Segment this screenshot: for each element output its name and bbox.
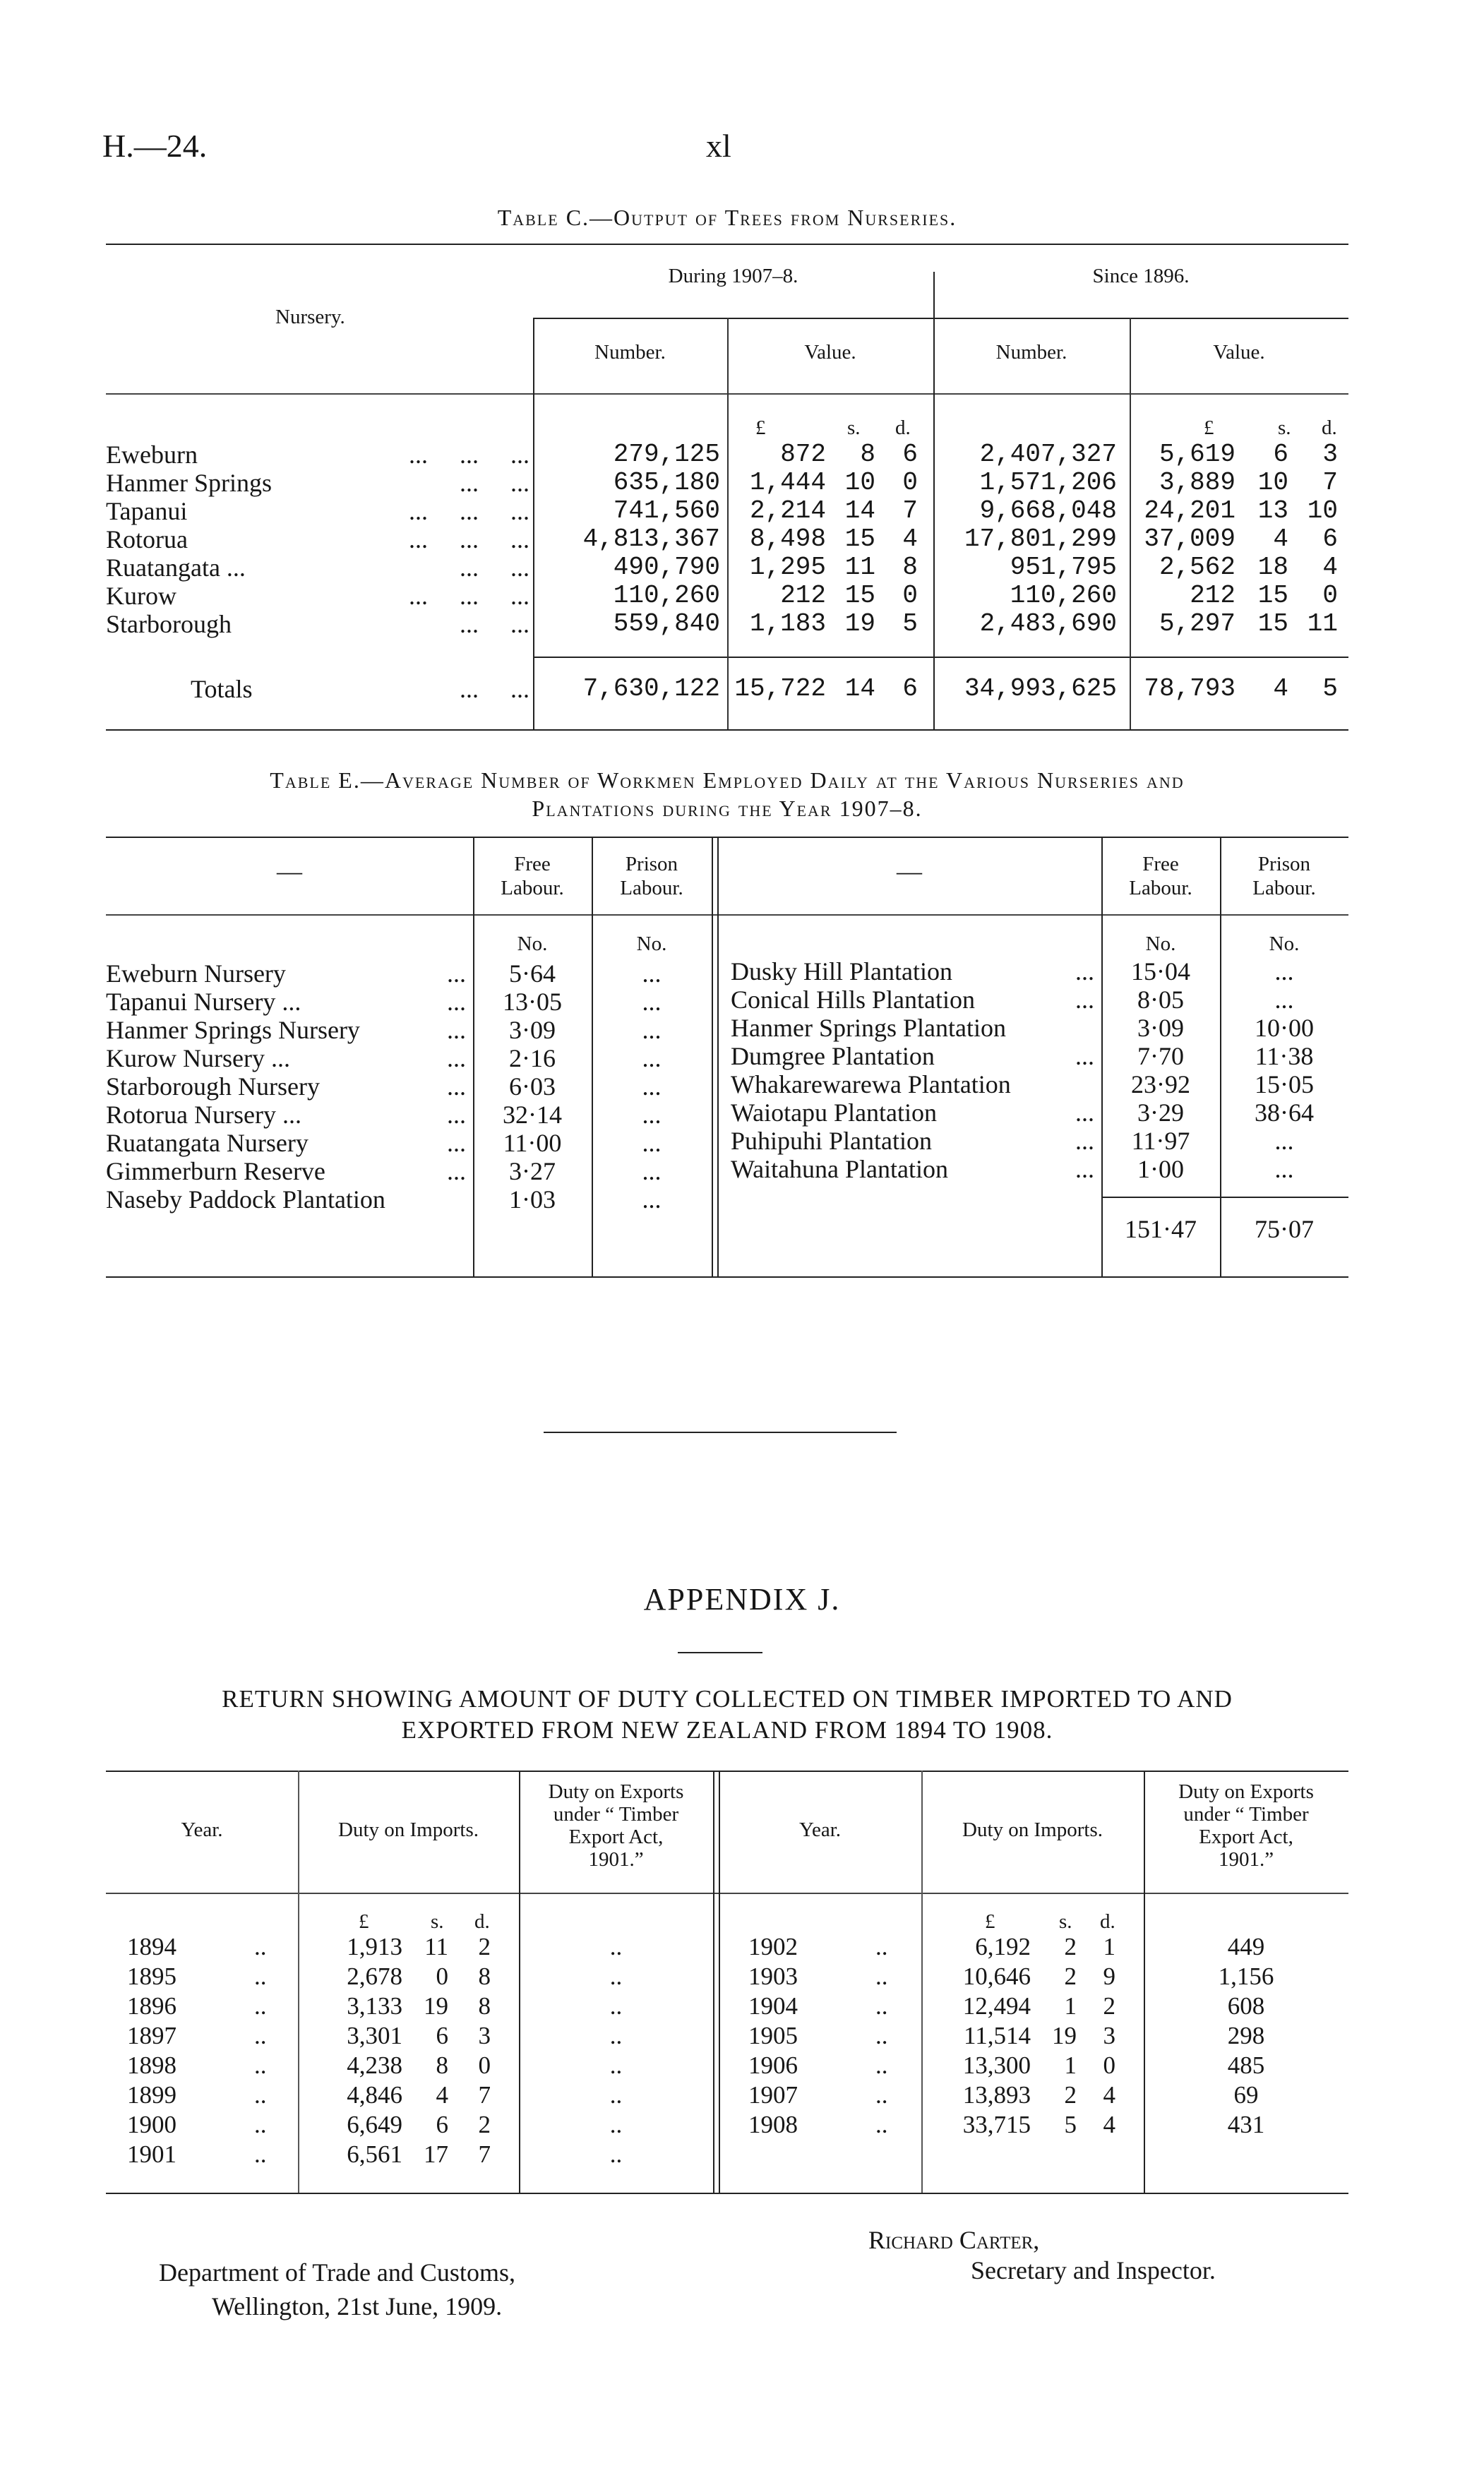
- leader-dots: ... ... ...: [409, 525, 529, 553]
- imports-shillings: 0: [436, 1963, 448, 1990]
- page-number: xl: [706, 128, 731, 164]
- imports-pounds: 11,514: [964, 2022, 1031, 2049]
- number-1907: 490,790: [613, 553, 720, 582]
- year-cell: 1899: [127, 2081, 176, 2109]
- exports-value: ..: [609, 2140, 623, 2168]
- exports-value: 1,156: [1218, 1963, 1274, 1990]
- imports-pounds: 1,913: [347, 1933, 402, 1960]
- nursery-name: Ruatangata ...: [106, 553, 246, 582]
- number-since-1896: 1,571,206: [979, 468, 1117, 497]
- value-shillings-since-1896: 10: [1257, 468, 1288, 497]
- table-e-dash-left: —: [277, 857, 302, 885]
- free-labour-value: 1·00: [1137, 1155, 1184, 1183]
- exports-value: ..: [609, 2111, 623, 2138]
- imports-shillings: 5: [1064, 2111, 1077, 2138]
- prison-labour-value: ...: [1274, 986, 1294, 1014]
- exports-value: ..: [609, 2022, 623, 2049]
- imports-pence: 3: [1103, 2022, 1115, 2049]
- value-pence-1907: 5: [902, 609, 918, 638]
- leader-dots: ..: [254, 2111, 267, 2138]
- exports-value: ..: [609, 1933, 623, 1960]
- year-cell: 1906: [748, 2051, 798, 2079]
- pound-unit-1: £: [755, 417, 766, 439]
- value-pence-since-1896: 6: [1322, 525, 1338, 553]
- imports-shillings: 6: [436, 2022, 448, 2049]
- plantation-name: Waitahuna Plantation: [731, 1155, 949, 1183]
- leader-dots: ..: [254, 1963, 267, 1990]
- prison-labour-header-left: Prison Labour.: [620, 853, 683, 899]
- year-cell: 1900: [127, 2111, 176, 2138]
- number-header-2: Number.: [995, 341, 1067, 364]
- free-labour-value: 3·09: [1137, 1014, 1184, 1042]
- prison-labour-value: ...: [1274, 1127, 1294, 1155]
- free-labour-value: 3·09: [509, 1016, 556, 1044]
- department-line: Department of Trade and Customs,: [159, 2258, 515, 2287]
- number-1907: 635,180: [613, 468, 720, 497]
- value-shillings-since-1896: 6: [1273, 440, 1288, 469]
- nursery-name: Gimmerburn Reserve: [106, 1157, 325, 1185]
- nursery-name: Kurow: [106, 582, 176, 610]
- value-pounds-1907: 1,183: [749, 609, 826, 638]
- imports-pence: 0: [1103, 2051, 1115, 2079]
- signatory-name: Richard Carter,: [868, 2226, 1040, 2254]
- prison-labour-value: ...: [642, 1185, 662, 1214]
- value-pence-1907: 8: [902, 553, 918, 582]
- free-labour-value: 13·05: [503, 988, 562, 1016]
- number-since-1896: 2,483,690: [979, 609, 1117, 638]
- value-shillings-1907: 14: [844, 674, 875, 703]
- free-labour-value: 15·04: [1131, 957, 1190, 986]
- imports-pounds: 13,893: [962, 2081, 1031, 2109]
- imports-pounds: 4,238: [347, 2051, 402, 2079]
- prison-labour-value: ...: [642, 1101, 662, 1129]
- exports-header-right: Duty on Exports under “ Timber Export Act, 1901.”: [1178, 1780, 1314, 1871]
- leader-dots: ..: [254, 2022, 267, 2049]
- nursery-name: Naseby Paddock Plantation: [106, 1185, 385, 1214]
- nursery-name: Eweburn: [106, 441, 198, 469]
- imports-shillings: 2: [1064, 1963, 1077, 1990]
- value-pence-since-1896: 7: [1322, 468, 1338, 497]
- imports-shillings: 11: [424, 1933, 448, 1960]
- year-header-left: Year.: [181, 1819, 223, 1841]
- leader-dots: ... ...: [460, 610, 529, 638]
- plantation-name: Dumgree Plantation: [731, 1042, 935, 1070]
- exports-value: 298: [1227, 2022, 1265, 2049]
- imports-shillings: 1: [1064, 2051, 1077, 2079]
- leader-dots: ... ...: [460, 675, 529, 703]
- value-pounds-since-1896: 24,201: [1144, 496, 1235, 525]
- table-e-caption-line2: Plantations during the Year 1907–8.: [532, 796, 923, 821]
- exports-value: 69: [1233, 2081, 1259, 2109]
- imports-pence: 7: [478, 2140, 491, 2168]
- free-labour-header-right: Free Labour.: [1129, 853, 1192, 899]
- imports-pence: 7: [478, 2081, 491, 2109]
- number-1907: 7,630,122: [582, 674, 720, 703]
- imports-shillings: 1: [1064, 1992, 1077, 2020]
- number-since-1896: 110,260: [1010, 581, 1117, 610]
- year-cell: 1897: [127, 2022, 176, 2049]
- unit-label: No.: [636, 933, 667, 955]
- imports-shillings: 6: [436, 2111, 448, 2138]
- value-pence-since-1896: 4: [1322, 553, 1338, 582]
- leader-dots: ..: [875, 2051, 888, 2079]
- value-shillings-since-1896: 15: [1257, 609, 1288, 638]
- prison-labour-header-right: Prison Labour.: [1252, 853, 1316, 899]
- number-header-1: Number.: [594, 341, 666, 364]
- exports-value: ..: [609, 1963, 623, 1990]
- imports-shillings: 17: [424, 2140, 448, 2168]
- prison-labour-value: ...: [642, 959, 662, 988]
- imports-shillings: 19: [1052, 2022, 1077, 2049]
- plantation-name: Puhipuhi Plantation: [731, 1127, 933, 1155]
- free-labour-value: 7·70: [1137, 1042, 1184, 1070]
- value-pounds-1907: 872: [780, 440, 826, 469]
- prison-labour-value: ...: [642, 988, 662, 1016]
- nursery-header: Nursery.: [275, 306, 345, 328]
- signatory-title: Secretary and Inspector.: [971, 2256, 1216, 2284]
- imports-pence: 2: [478, 2111, 491, 2138]
- number-since-1896: 17,801,299: [964, 525, 1117, 553]
- value-pence-1907: 0: [902, 468, 918, 497]
- nursery-name: Kurow Nursery ...: [106, 1044, 290, 1072]
- table-e-caption: [106, 766, 1348, 822]
- nursery-name: Starborough Nursery: [106, 1072, 320, 1101]
- value-pence-since-1896: 10: [1307, 496, 1338, 525]
- imports-pounds: 12,494: [962, 1992, 1031, 2020]
- plantation-name: Whakarewarewa Plantation: [731, 1070, 1011, 1098]
- value-pence-1907: 6: [902, 440, 918, 469]
- year-cell: 1902: [748, 1933, 798, 1960]
- pence-unit-left: d.: [474, 1910, 490, 1933]
- value-shillings-since-1896: 15: [1257, 581, 1288, 610]
- value-pounds-since-1896: 78,793: [1144, 674, 1235, 703]
- imports-header-left: Duty on Imports.: [338, 1819, 479, 1841]
- plantation-name: Conical Hills Plantation: [731, 986, 975, 1014]
- prison-labour-value: 38·64: [1255, 1098, 1314, 1127]
- prison-labour-value: ...: [642, 1129, 662, 1157]
- exports-value: ..: [609, 1992, 623, 2020]
- year-cell: 1895: [127, 1963, 176, 1990]
- year-cell: 1901: [127, 2140, 176, 2168]
- year-cell: 1894: [127, 1933, 176, 1960]
- imports-pounds: 3,301: [347, 2022, 402, 2049]
- leader-dots: ...: [447, 1101, 466, 1129]
- free-labour-value: 11·97: [1131, 1127, 1190, 1155]
- imports-shillings: 4: [436, 2081, 448, 2109]
- value-pounds-since-1896: 2,562: [1159, 553, 1235, 582]
- pence-unit-right: d.: [1100, 1910, 1115, 1933]
- appendix-title-rule: [678, 1652, 762, 1653]
- number-1907: 559,840: [613, 609, 720, 638]
- leader-dots: ...: [447, 1129, 466, 1157]
- pound-unit-left: £: [359, 1910, 369, 1933]
- leader-dots: ..: [254, 2081, 267, 2109]
- number-1907: 110,260: [613, 581, 720, 610]
- imports-shillings: 8: [436, 2051, 448, 2079]
- imports-pence: 2: [478, 1933, 491, 1960]
- free-labour-value: 5·64: [509, 959, 556, 988]
- date-line: Wellington, 21st June, 1909.: [212, 2292, 503, 2320]
- pound-unit-right: £: [985, 1910, 995, 1933]
- value-pounds-1907: 212: [780, 581, 826, 610]
- value-shillings-since-1896: 18: [1257, 553, 1288, 582]
- leader-dots: ..: [875, 2081, 888, 2109]
- prison-labour-value: ...: [642, 1016, 662, 1044]
- imports-pence: 1: [1103, 1933, 1115, 1960]
- value-pence-since-1896: 11: [1307, 609, 1338, 638]
- free-labour-value: 1·03: [509, 1185, 556, 1214]
- nursery-name: Hanmer Springs: [106, 469, 272, 497]
- value-pounds-1907: 15,722: [734, 674, 826, 703]
- prison-labour-value: ...: [642, 1072, 662, 1101]
- value-shillings-since-1896: 4: [1273, 674, 1288, 703]
- year-cell: 1908: [748, 2111, 798, 2138]
- number-since-1896: 951,795: [1010, 553, 1117, 582]
- value-pounds-1907: 1,444: [749, 468, 826, 497]
- free-labour-value: 23·92: [1131, 1070, 1190, 1098]
- nursery-name: Rotorua: [106, 525, 188, 553]
- shilling-unit-left: s.: [431, 1910, 444, 1933]
- imports-header-right: Duty on Imports.: [962, 1819, 1103, 1841]
- value-pence-since-1896: 0: [1322, 581, 1338, 610]
- leader-dots: ... ... ...: [409, 497, 529, 525]
- value-pounds-1907: 2,214: [749, 496, 826, 525]
- value-shillings-1907: 14: [844, 496, 875, 525]
- leader-dots: ... ... ...: [409, 441, 529, 469]
- number-since-1896: 34,993,625: [964, 674, 1117, 703]
- value-header-1: Value.: [804, 341, 856, 364]
- plantation-name: Hanmer Springs Plantation: [731, 1014, 1006, 1042]
- leader-dots: ...: [1075, 957, 1094, 986]
- appendix-caption-line2: EXPORTED FROM NEW ZEALAND FROM 1894 TO 1908.: [401, 1716, 1053, 1744]
- pound-unit-2: £: [1204, 417, 1214, 439]
- unit-label: No.: [1145, 933, 1176, 955]
- imports-pounds: 13,300: [962, 2051, 1031, 2079]
- value-pounds-since-1896: 37,009: [1144, 525, 1235, 553]
- imports-shillings: 2: [1064, 2081, 1077, 2109]
- shilling-unit-2: s.: [1278, 417, 1291, 439]
- appendix-title: APPENDIX J.: [643, 1582, 841, 1617]
- imports-pounds: 6,561: [347, 2140, 402, 2168]
- exports-value: 431: [1227, 2111, 1265, 2138]
- free-labour-value: 32·14: [503, 1101, 562, 1129]
- nursery-name: Rotorua Nursery ...: [106, 1101, 301, 1129]
- imports-pence: 0: [478, 2051, 491, 2079]
- number-1907: 279,125: [613, 440, 720, 469]
- year-header-right: Year.: [798, 1819, 842, 1841]
- nursery-name: Ruatangata Nursery: [106, 1129, 309, 1157]
- table-c: [106, 244, 1348, 731]
- imports-pounds: 33,715: [962, 2111, 1031, 2138]
- shilling-unit-1: s.: [847, 417, 861, 439]
- table-e-caption-line1: Table E.—Average Number of Workmen Employed Daily at the Various Nurseries and: [270, 767, 1185, 793]
- leader-dots: ..: [875, 1963, 888, 1990]
- leader-dots: ...: [447, 959, 466, 988]
- imports-pence: 4: [1103, 2111, 1115, 2138]
- year-cell: 1903: [748, 1963, 798, 1990]
- totals-label: Totals: [191, 675, 253, 703]
- imports-pence: 8: [478, 1992, 491, 2020]
- value-shillings-since-1896: 4: [1273, 525, 1288, 553]
- value-pounds-since-1896: 5,297: [1159, 609, 1235, 638]
- leader-dots: ..: [875, 1992, 888, 2020]
- nursery-name: Tapanui: [106, 497, 188, 525]
- year-cell: 1905: [748, 2022, 798, 2049]
- value-pounds-since-1896: 212: [1190, 581, 1235, 610]
- value-pounds-1907: 1,295: [749, 553, 826, 582]
- value-pounds-1907: 8,498: [749, 525, 826, 553]
- unit-label: No.: [1269, 933, 1300, 955]
- pence-unit-2: d.: [1322, 417, 1337, 439]
- leader-dots: ..: [875, 2111, 888, 2138]
- exports-value: 449: [1227, 1933, 1265, 1960]
- leader-dots: ..: [875, 2022, 888, 2049]
- prison-labour-value: 15·05: [1255, 1070, 1314, 1098]
- imports-pence: 3: [478, 2022, 491, 2049]
- leader-dots: ...: [447, 1016, 466, 1044]
- value-shillings-1907: 19: [844, 609, 875, 638]
- year-cell: 1896: [127, 1992, 176, 2020]
- prison-labour-value: 11·38: [1255, 1042, 1314, 1070]
- number-1907: 741,560: [613, 496, 720, 525]
- prison-labour-value: ...: [1274, 1155, 1294, 1183]
- leader-dots: ..: [875, 1933, 888, 1960]
- prison-labour-value: ...: [642, 1044, 662, 1072]
- nursery-name: Hanmer Springs Nursery: [106, 1016, 360, 1044]
- pence-unit-1: d.: [895, 417, 911, 439]
- value-shillings-1907: 15: [844, 525, 875, 553]
- exports-value: 485: [1227, 2051, 1265, 2079]
- leader-dots: ...: [447, 1044, 466, 1072]
- leader-dots: ...: [1075, 1127, 1094, 1155]
- prison-labour-total: 75·07: [1255, 1215, 1314, 1243]
- leader-dots: ..: [254, 2051, 267, 2079]
- section-divider: [544, 1432, 897, 1433]
- since-header: Since 1896.: [1092, 265, 1190, 287]
- imports-pounds: 2,678: [347, 1963, 402, 1990]
- free-labour-value: 3·27: [509, 1157, 556, 1185]
- free-labour-value: 6·03: [509, 1072, 556, 1101]
- leader-dots: ...: [447, 1157, 466, 1185]
- nursery-name: Starborough: [106, 610, 232, 638]
- value-shillings-1907: 11: [844, 553, 875, 582]
- leader-dots: ... ...: [460, 469, 529, 497]
- leader-dots: ... ... ...: [409, 582, 529, 610]
- exports-value: ..: [609, 2051, 623, 2079]
- free-labour-total: 151·47: [1125, 1215, 1197, 1243]
- value-header-2: Value.: [1213, 341, 1265, 364]
- imports-pounds: 6,649: [347, 2111, 402, 2138]
- imports-pence: 2: [1103, 1992, 1115, 2020]
- value-pounds-since-1896: 3,889: [1159, 468, 1235, 497]
- imports-shillings: 2: [1064, 1933, 1077, 1960]
- imports-pence: 9: [1103, 1963, 1115, 1990]
- free-labour-value: 11·00: [503, 1129, 562, 1157]
- table-e-dash-right: —: [897, 857, 922, 885]
- table-c-caption: Table C.—Output of Trees from Nurseries.: [497, 205, 957, 230]
- exports-value: 608: [1227, 1992, 1265, 2020]
- value-pence-since-1896: 3: [1322, 440, 1338, 469]
- value-pence-1907: 6: [902, 674, 918, 703]
- leader-dots: ...: [447, 988, 466, 1016]
- leader-dots: ..: [254, 2140, 267, 2168]
- value-shillings-1907: 8: [860, 440, 875, 469]
- value-pence-1907: 0: [902, 581, 918, 610]
- appendix-caption-line1: RETURN SHOWING AMOUNT OF DUTY COLLECTED ON TIMBER IMPORTED TO AND: [222, 1685, 1233, 1713]
- plantation-name: Waiotapu Plantation: [731, 1098, 938, 1127]
- year-cell: 1898: [127, 2051, 176, 2079]
- imports-pence: 8: [478, 1963, 491, 1990]
- leader-dots: ...: [1075, 986, 1094, 1014]
- free-labour-value: 8·05: [1137, 986, 1184, 1014]
- value-pence-1907: 7: [902, 496, 918, 525]
- free-labour-header-left: Free Labour.: [501, 853, 564, 899]
- value-pence-1907: 4: [902, 525, 918, 553]
- leader-dots: ...: [1075, 1042, 1094, 1070]
- table-e: [106, 837, 1348, 1278]
- appendix-caption: [99, 1684, 1356, 1746]
- number-1907: 4,813,367: [582, 525, 720, 553]
- imports-pence: 4: [1103, 2081, 1115, 2109]
- exports-value: ..: [609, 2081, 623, 2109]
- value-shillings-since-1896: 13: [1257, 496, 1288, 525]
- leader-dots: ...: [447, 1072, 466, 1101]
- year-cell: 1904: [748, 1992, 798, 2020]
- appendix-table: [106, 1771, 1348, 2194]
- prison-labour-value: ...: [642, 1157, 662, 1185]
- leader-dots: ... ...: [460, 553, 529, 582]
- number-since-1896: 2,407,327: [979, 440, 1117, 469]
- value-shillings-1907: 10: [844, 468, 875, 497]
- unit-label: No.: [517, 933, 548, 955]
- year-cell: 1907: [748, 2081, 798, 2109]
- exports-header-left: Duty on Exports under “ Timber Export Act, 1901.”: [548, 1780, 684, 1871]
- nursery-name: Eweburn Nursery: [106, 959, 286, 988]
- series-code: H.—24.: [102, 128, 208, 164]
- department-block: [159, 2256, 515, 2323]
- imports-pounds: 6,192: [975, 1933, 1031, 1960]
- shilling-unit-right: s.: [1059, 1910, 1072, 1933]
- free-labour-value: 2·16: [509, 1044, 556, 1072]
- plantation-name: Dusky Hill Plantation: [731, 957, 952, 986]
- imports-pounds: 10,646: [962, 1963, 1031, 1990]
- during-header: During 1907–8.: [668, 265, 798, 287]
- value-shillings-1907: 15: [844, 581, 875, 610]
- nursery-name: Tapanui Nursery ...: [106, 988, 301, 1016]
- free-labour-value: 3·29: [1137, 1098, 1184, 1127]
- leader-dots: ...: [1075, 1098, 1094, 1127]
- prison-labour-value: ...: [1274, 957, 1294, 986]
- leader-dots: ...: [1075, 1155, 1094, 1183]
- imports-pounds: 4,846: [347, 2081, 402, 2109]
- value-pence-since-1896: 5: [1322, 674, 1338, 703]
- prison-labour-value: 10·00: [1255, 1014, 1314, 1042]
- imports-pounds: 3,133: [347, 1992, 402, 2020]
- number-since-1896: 9,668,048: [979, 496, 1117, 525]
- value-pounds-since-1896: 5,619: [1159, 440, 1235, 469]
- leader-dots: ..: [254, 1933, 267, 1960]
- leader-dots: ..: [254, 1992, 267, 2020]
- imports-shillings: 19: [424, 1992, 448, 2020]
